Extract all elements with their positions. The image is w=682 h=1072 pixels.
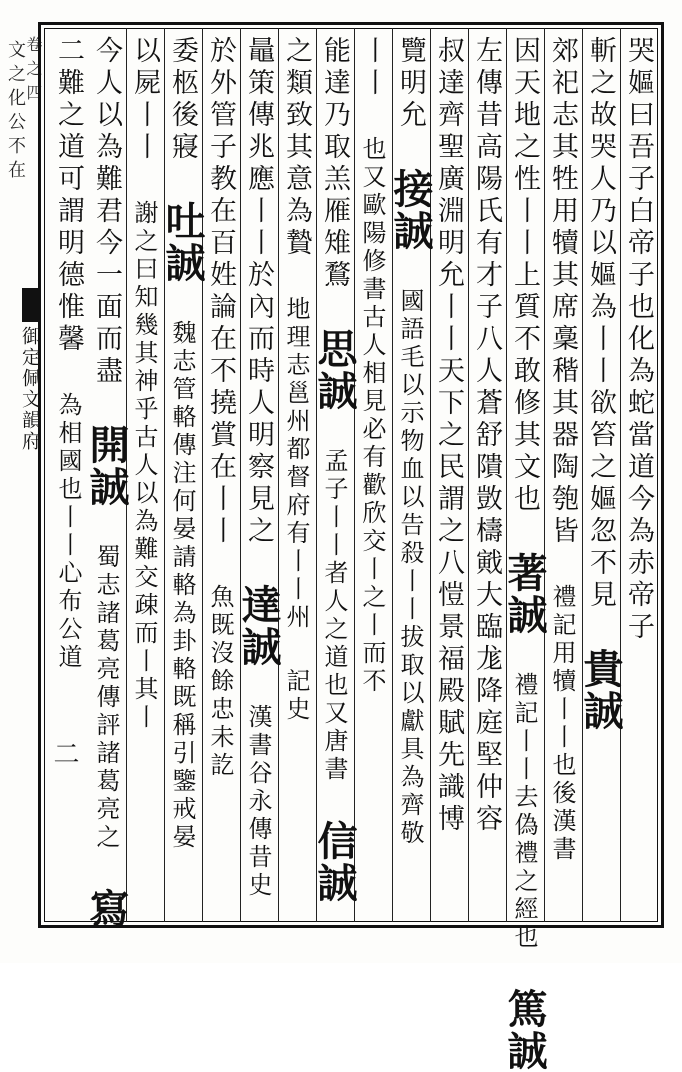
column-text: 以屍丨丨: [129, 36, 160, 164]
note-zhu: 禮記丨丨去偽禮之經也: [510, 672, 538, 952]
text-column-1: [620, 36, 658, 916]
note-si-continued: 地理志邕州都督府有丨丨州: [282, 296, 310, 632]
text-column-3: [544, 36, 582, 916]
headword-du: 篤誠: [501, 988, 548, 1072]
column-text: 委柩後寢: [167, 36, 198, 164]
text-column-14: [126, 36, 164, 916]
note-xin: 記史: [282, 668, 310, 724]
text-column-10: [278, 36, 316, 916]
text-column-15: [83, 36, 130, 930]
column-text: 丨丨: [357, 36, 388, 100]
headword-tu: 吐誠: [159, 200, 206, 284]
column-text: 因天地之性丨丨上質不敢修其文也: [509, 36, 540, 516]
text-column-6: [430, 36, 468, 916]
fish-tail-mark-icon: [22, 288, 38, 322]
note-da-continued: 魚既沒餘忠未訖: [206, 584, 234, 780]
column-text: 斬之故哭人乃以嫗為丨丨欲笞之嫗忽不見: [585, 36, 616, 612]
column-text: 覽明允: [395, 36, 426, 132]
headword-zhu: 著誠: [501, 552, 548, 636]
headword-si: 思誠: [311, 328, 358, 412]
text-column-5: [468, 36, 506, 916]
text-column-2: [577, 36, 624, 916]
text-column-4: [501, 36, 548, 1072]
text-column-7: [387, 36, 434, 916]
headword-xin: 信誠: [311, 820, 358, 904]
note-gui: 禮記用犢丨丨也後漢書: [548, 584, 576, 864]
text-column-8: [354, 36, 392, 916]
note-jie: 國語毛以示物血以告殺丨丨拔取以獻具為齊敬: [396, 288, 424, 848]
headword-jie: 接誠: [387, 168, 434, 252]
edge-text: 文之化公不在: [5, 40, 26, 184]
column-text: 二難之道可謂明德惟馨: [53, 36, 84, 356]
note-jie-continued: 也又歐陽修書古人相見必有歡欣交丨之丨而不: [358, 136, 386, 696]
note-kai: 蜀志諸葛亮傳評諸葛亮之: [92, 544, 120, 852]
note-kai-continued: 為相國也丨丨心布公道: [54, 392, 82, 672]
note-tu-continued: 謝之曰知幾其神乎古人以為難交疎而丨其丨: [130, 200, 158, 732]
note-da: 漢書谷永傳昔史: [244, 704, 272, 900]
text-column-12: [202, 36, 240, 916]
column-text: 哭嫗曰吾子白帝子也化為蛇當道今為赤帝子: [623, 36, 654, 644]
headword-da: 達誠: [235, 584, 282, 668]
column-text: 左傳昔高陽氏有才子八人蒼舒隤敳檮戭大臨尨降庭堅仲容: [471, 36, 502, 836]
book-title: 御定佩文韻府: [19, 326, 41, 452]
headword-kai: 開誠: [83, 424, 130, 508]
headword-gui: 貴誠: [577, 648, 624, 732]
volume-label: 卷之四: [24, 36, 43, 108]
column-text: 叔達齊聖廣淵明允丨丨天下之民謂之八愷景福殿賦先識博: [433, 36, 464, 836]
note-tu: 魏志管輅傳注何晏請輅為卦輅既稱引鑒戒晏: [168, 320, 196, 852]
text-column-11: [235, 36, 282, 916]
previous-page-edge: [0, 0, 26, 963]
headword-xie: 寫: [83, 888, 130, 930]
column-text: 於外管子教在百姓論在不撓賞在丨丨: [205, 36, 236, 548]
column-text: 能達乃取羔雁雉鶩: [319, 36, 350, 292]
text-column-9: [311, 36, 358, 916]
text-column-13: [159, 36, 206, 916]
page-number: 二: [49, 740, 79, 766]
text-column-16: [50, 36, 88, 916]
column-text: 今人以為難君今一面而盡: [91, 36, 122, 388]
column-text: 鼂策傳兆應丨丨於內而時人明察見之: [243, 36, 274, 548]
column-text: 之類致其意為贄: [281, 36, 312, 260]
column-text: 郊祀志其牲用犢其席稾稭其器陶匏皆: [547, 36, 578, 548]
note-si: 孟子丨丨者人之道也又唐書: [320, 448, 348, 784]
